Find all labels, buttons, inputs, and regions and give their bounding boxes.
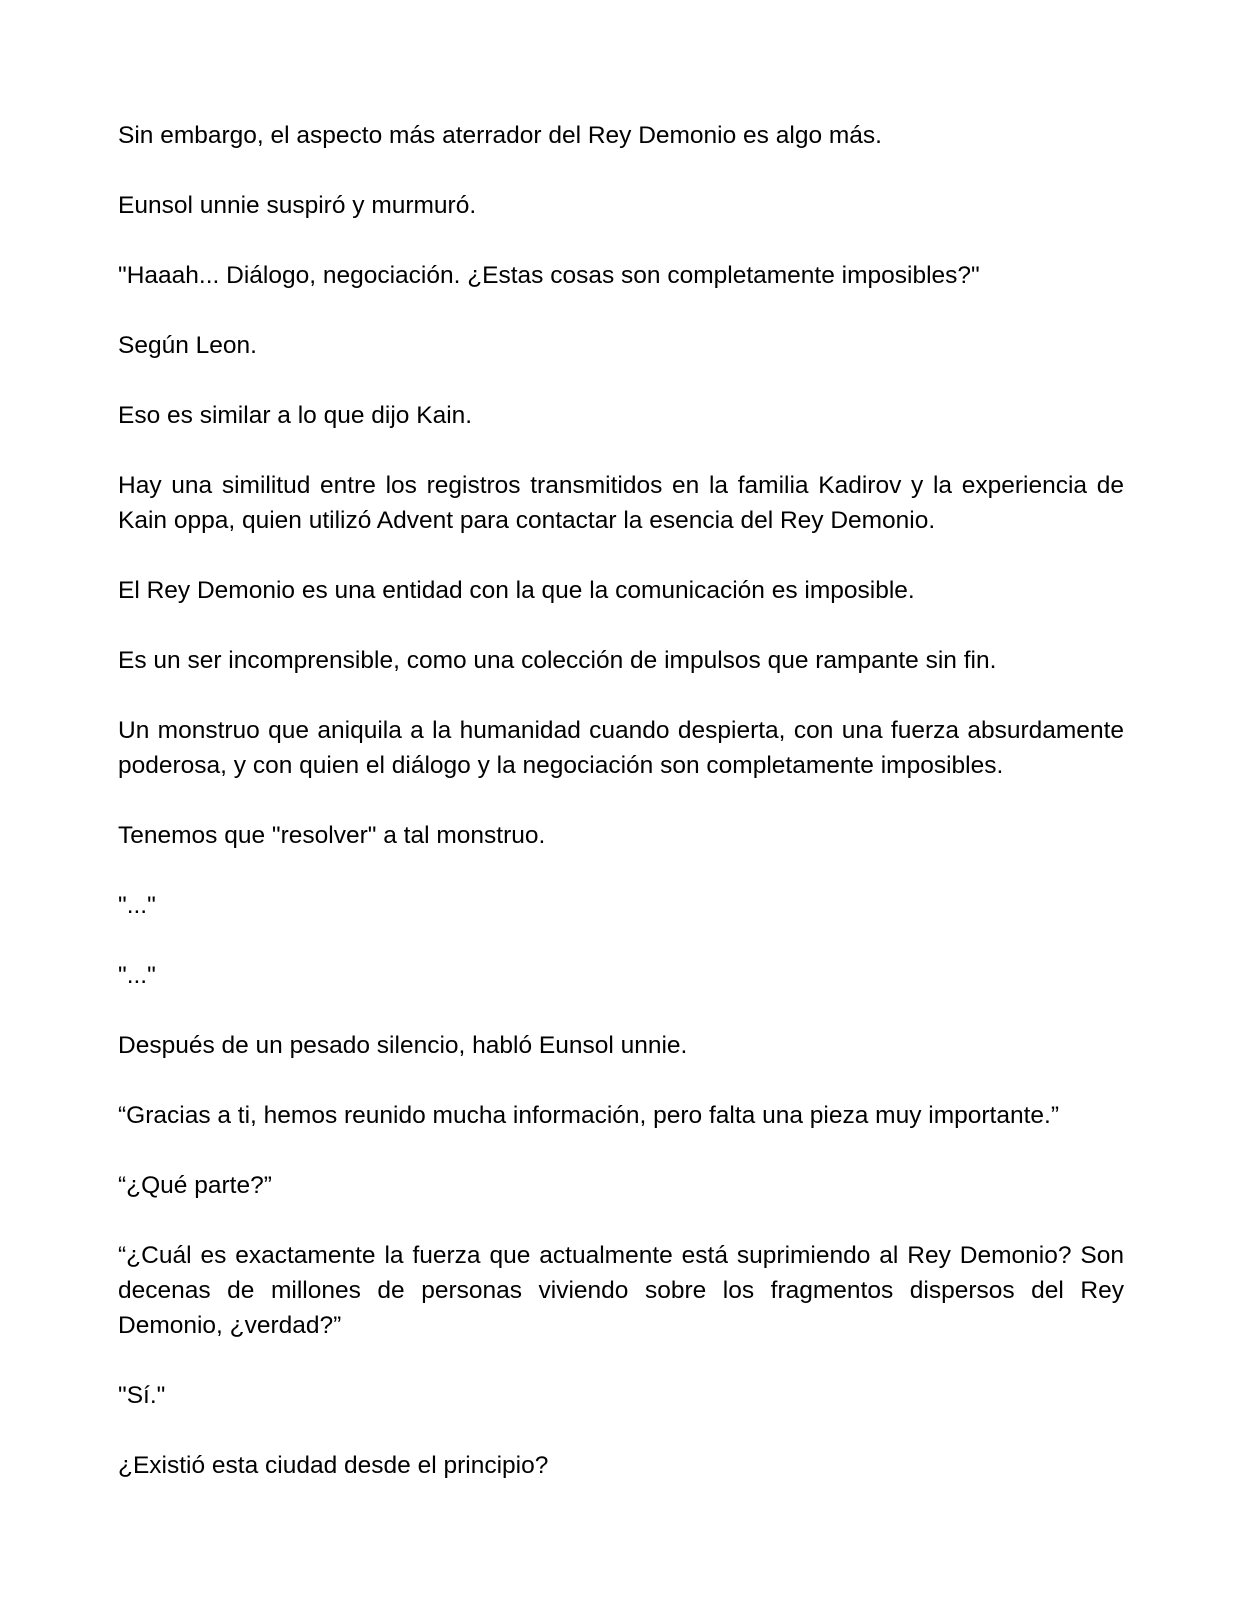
- paragraph: "...": [118, 892, 156, 919]
- paragraph: Después de un pesado silencio, habló Eunsol unnie.: [118, 1032, 688, 1059]
- paragraph: Un monstruo que aniquila a la humanidad cuando despierta, con una fuerza absurdamente poderosa, y con quien el diálogo y la negociación son completamente imposibles.: [118, 717, 1124, 779]
- paragraph: El Rey Demonio es una entidad con la que la comunicación es imposible.: [118, 577, 915, 604]
- paragraph: Eso es similar a lo que dijo Kain.: [118, 402, 473, 429]
- paragraph: “Gracias a ti, hemos reunido mucha información, pero falta una pieza muy importante.”: [118, 1102, 1059, 1129]
- paragraph: Eunsol unnie suspiró y murmuró.: [118, 192, 477, 219]
- paragraph: Según Leon.: [118, 332, 257, 359]
- paragraph: "...": [118, 962, 156, 989]
- paragraph: Tenemos que "resolver" a tal monstruo.: [118, 822, 546, 849]
- paragraph: Es un ser incomprensible, como una colección de impulsos que rampante sin fin.: [118, 647, 997, 674]
- paragraph: "Sí.": [118, 1382, 166, 1409]
- paragraph: Sin embargo, el aspecto más aterrador del Rey Demonio es algo más.: [118, 122, 882, 149]
- paragraph: “¿Cuál es exactamente la fuerza que actualmente está suprimiendo al Rey Demonio? Son decenas de millones de personas viviendo sobre los fragmentos dispersos del Rey Demonio, ¿verdad?”: [118, 1242, 1124, 1339]
- paragraph: "Haaah... Diálogo, negociación. ¿Estas cosas son completamente imposibles?": [118, 262, 980, 289]
- document-body: [118, 118, 1124, 1518]
- paragraph: ¿Existió esta ciudad desde el principio?: [118, 1452, 549, 1479]
- paragraph: Hay una similitud entre los registros transmitidos en la familia Kadirov y la experiencia de Kain oppa, quien utilizó Advent para contactar la esencia del Rey Demonio.: [118, 472, 1124, 534]
- paragraph: “¿Qué parte?”: [118, 1172, 272, 1199]
